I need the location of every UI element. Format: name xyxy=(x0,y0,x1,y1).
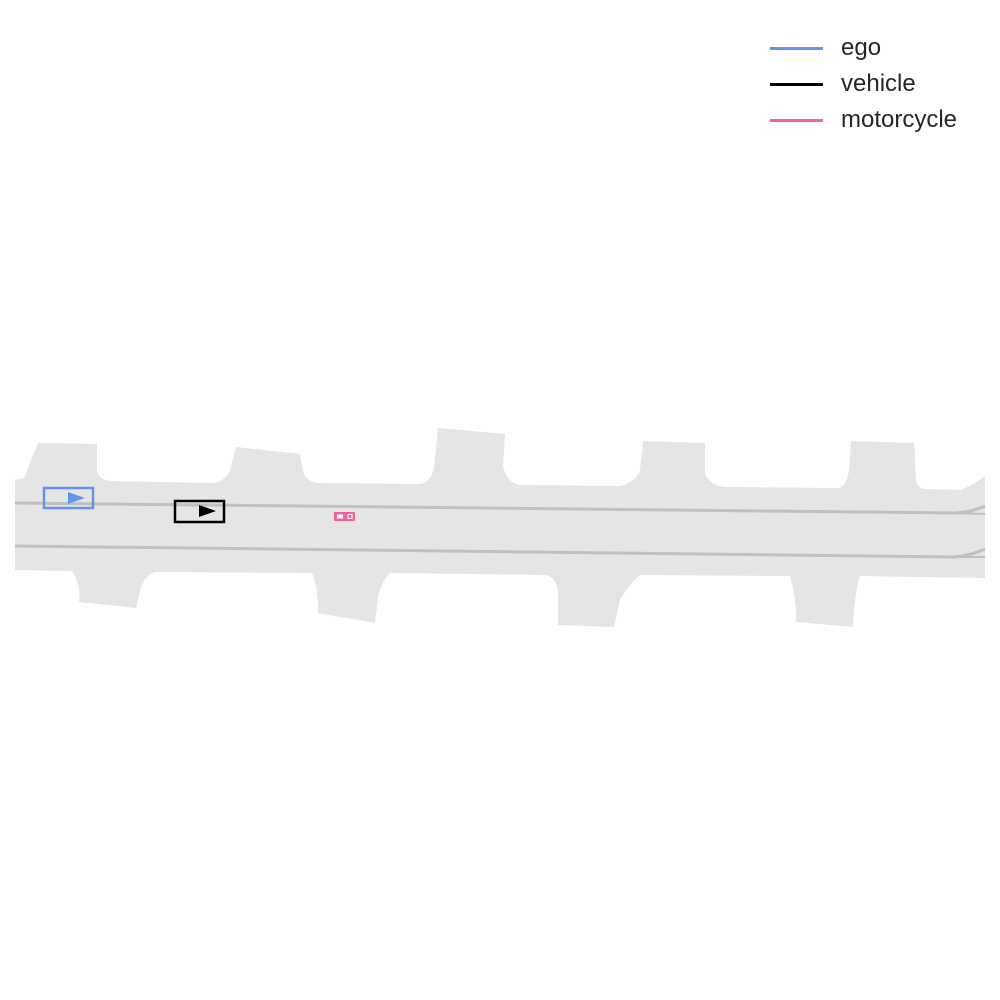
road-surface xyxy=(15,428,985,627)
legend-label-ego: ego xyxy=(841,34,882,61)
lane-line-upper-edge xyxy=(955,513,985,514)
legend-label-vehicle: vehicle xyxy=(841,70,916,97)
legend-swatch-vehicle xyxy=(770,83,823,86)
legend xyxy=(770,30,957,138)
legend-swatch-motorcycle xyxy=(770,119,823,122)
legend-item-ego xyxy=(770,30,957,66)
legend-item-motorcycle xyxy=(770,102,957,138)
legend-label-motorcycle: motorcycle xyxy=(841,106,958,133)
legend-swatch-ego xyxy=(770,47,823,50)
motorcycle-agent xyxy=(334,512,355,521)
legend-item-vehicle xyxy=(770,66,957,102)
